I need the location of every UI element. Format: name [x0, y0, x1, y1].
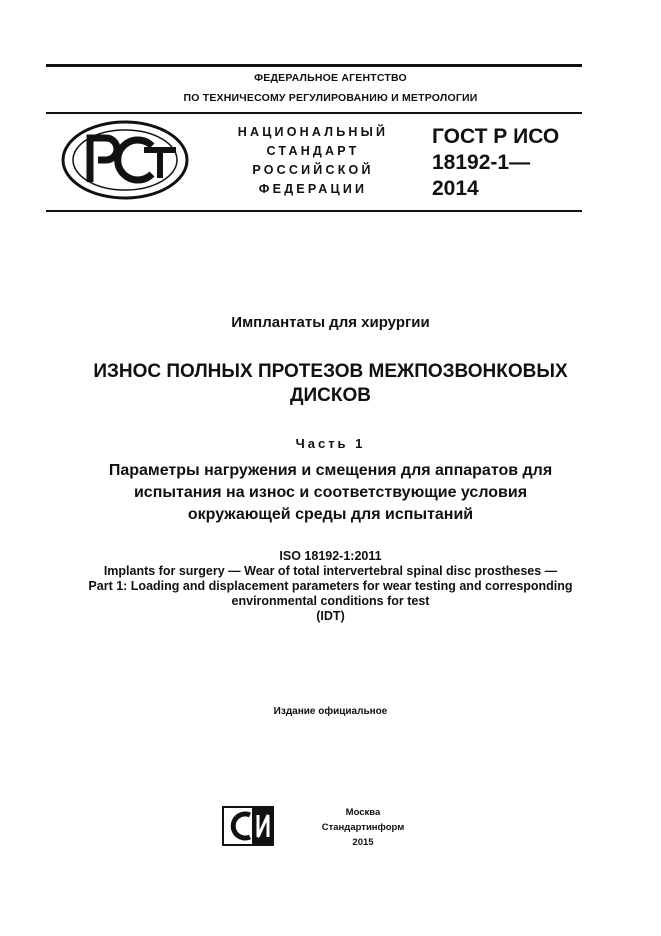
gost-line-1: ГОСТ Р ИСО	[432, 125, 560, 148]
national-line-2: СТАНДАРТ	[266, 144, 360, 158]
agency-line-1: ФЕДЕРАЛЬНОЕ АГЕНТСТВО	[254, 72, 407, 84]
top-rule	[46, 64, 582, 67]
iso-line-4: environmental conditions for test	[231, 594, 430, 608]
bottom-rule	[46, 210, 582, 212]
subtitle-line-2: испытания на износ и соответствующие условия	[133, 484, 528, 501]
national-line-1: НАЦИОНАЛЬНЫЙ	[237, 125, 389, 139]
subtitle-line-1: Параметры нагружения и смещения для аппаратов для	[108, 462, 553, 479]
edition-label: Издание официальное	[273, 706, 388, 717]
iso-line-1: ISO 18192-1:2011	[279, 549, 382, 563]
iso-line-3: Part 1: Loading and displacement parameters for wear testing and corresponding	[88, 579, 573, 593]
part-label: Часть 1	[295, 436, 366, 451]
subtitle-line-3: окружающей среды для испытаний	[187, 506, 474, 523]
rst-logo	[60, 120, 190, 200]
agency-line-2: ПО ТЕХНИЧЕСОМУ РЕГУЛИРОВАНИЮ И МЕТРОЛОГИИ	[183, 92, 478, 104]
publisher-name: Стандартинформ	[321, 822, 405, 833]
publication-year: 2015	[352, 837, 374, 848]
iso-line-5: (IDT)	[316, 609, 345, 623]
main-title-line-1: ИЗНОС ПОЛНЫХ ПРОТЕЗОВ МЕЖПОЗВОНКОВЫХ	[93, 361, 568, 382]
gost-line-3: 2014	[432, 177, 479, 200]
gost-line-2: 18192-1—	[432, 151, 531, 174]
middle-rule	[46, 112, 582, 114]
iso-line-2: Implants for surgery — Wear of total intervertebral spinal disc prostheses —	[103, 564, 558, 578]
publisher-logo	[222, 806, 274, 846]
publisher-city: Москва	[345, 807, 381, 818]
logo-text: РСТ	[125, 198, 127, 199]
main-title-line-2: ДИСКОВ	[289, 385, 371, 406]
national-line-3: РОССИЙСКОЙ	[252, 163, 374, 177]
category-title: Имплантаты для хирургии	[231, 314, 430, 331]
national-line-4: ФЕДЕРАЦИИ	[258, 182, 368, 196]
